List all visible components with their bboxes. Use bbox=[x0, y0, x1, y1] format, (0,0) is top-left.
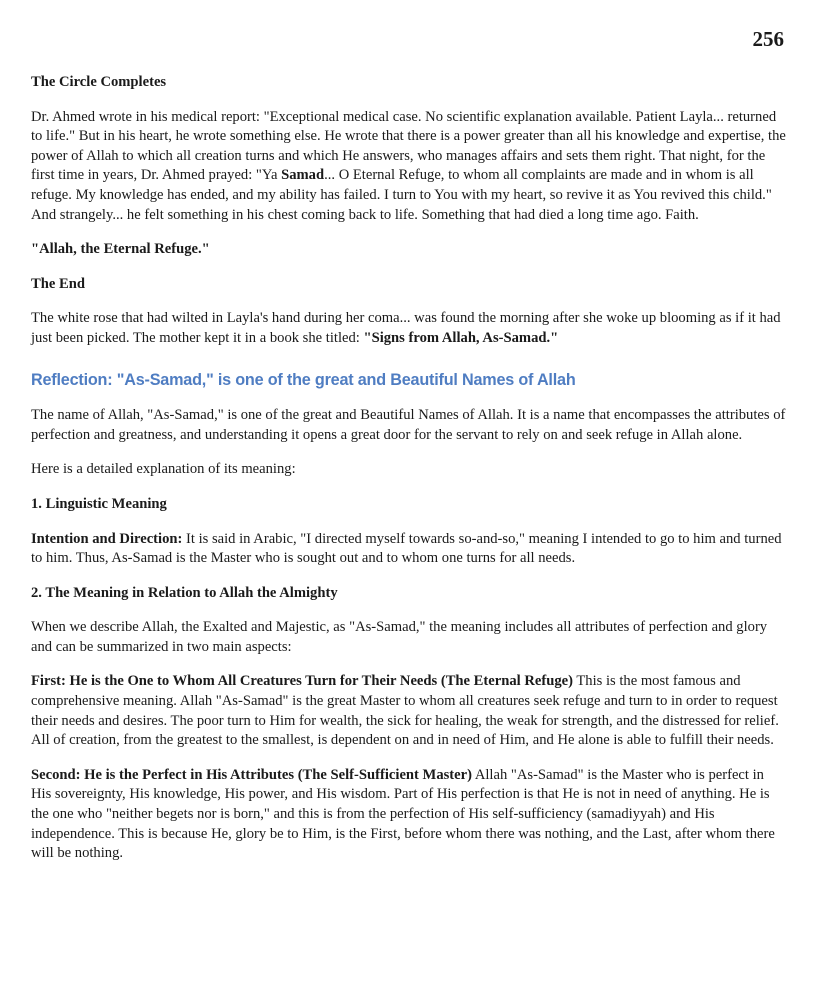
quote-heading: "Allah, the Eternal Refuge." bbox=[31, 241, 210, 258]
bold-text: Second: He is the Perfect in His Attributes (The Self-Sufficient Master) bbox=[31, 766, 472, 783]
page-content bbox=[31, 73, 787, 879]
text: This is the most famous and comprehensive meaning. Allah "As-Samad" is the great Master to whom all creatures seek refuge and turn to in order to request their needs and desires. The poor turn to Him for wealth, the sick for healing, the weak for strength, and the distressed for relief. All of creation, from the greatest to the smallest, is dependent on and in need of Him, and He alone is able to fulfill their needs. bbox=[31, 673, 779, 749]
section-heading-circle: The Circle Completes bbox=[31, 74, 167, 90]
page-number: 256 bbox=[752, 27, 784, 51]
bold-text: "Signs from Allah, As-Samad." bbox=[363, 329, 559, 346]
text: It is said in Arabic, "I directed myself towards so-and-so," meaning I intended to go to him and turned to him. Thus, As-Samad is the Master who is sought out and to whom one turns for all needs. bbox=[31, 530, 782, 567]
text: Dr. Ahmed wrote in his medical report: "Exceptional medical case. No scientific explanation available. Patient Layla... returned to life." But in his heart, he wrote something else. He wrote that there is a power greater than all his knowledge and expertise, the power of Allah to which all creation turns and which He answers, who manages affairs and sets them right. That night, for the first time in years, Dr. Ahmed prayed: "Ya bbox=[31, 108, 786, 184]
bold-text: Intention and Direction: bbox=[31, 530, 183, 547]
heading-linguistic: 1. Linguistic Meaning bbox=[31, 495, 167, 512]
text: Allah "As-Samad" is the Master who is perfect in His sovereignty, His knowledge, His power, and His wisdom. Part of His perfection is that He is not in need of anything. He is the one who "neither begets nor is born," and this is from the perfection of His self-sufficiency (samadiyyah) and His independence. This is because He, glory be to Him, is the First, before whom there was nothing, and the Last, after whom there will be nothing. bbox=[31, 766, 775, 862]
paragraph-report bbox=[31, 108, 787, 226]
paragraph-second-aspect bbox=[31, 766, 787, 864]
paragraph-name-intro: The name of Allah, "As-Samad," is one of the great and Beautiful Names of Allah. It is a name that encompasses the attributes of perfection and greatness, and understanding it opens a great door for the servant to rely on and seek refuge in Allah alone. bbox=[31, 407, 786, 443]
paragraph-rose bbox=[31, 309, 787, 348]
paragraph-meaning-intro: When we describe Allah, the Exalted and Majestic, as "As-Samad," the meaning includes all attributes of perfection and glory and can be summarized in two main aspects: bbox=[31, 619, 768, 655]
text: ... O Eternal Refuge, to whom all complaints are made and in whom is all refuge. My knowledge has ended, and my ability has failed. I turn to You with my heart, so revive it as You revived this child." And strangely... he felt something in his chest coming back to life. Something that had died a long time ago. Faith. bbox=[31, 167, 772, 223]
the-end-heading: The End bbox=[31, 275, 85, 292]
paragraph-first-aspect bbox=[31, 672, 787, 750]
paragraph-linguistic bbox=[31, 530, 787, 569]
paragraph-explanation-intro: Here is a detailed explanation of its meaning: bbox=[31, 461, 296, 478]
reflection-heading: Reflection: "As-Samad," is one of the great and Beautiful Names of Allah bbox=[31, 370, 576, 389]
bold-text: First: He is the One to Whom All Creatures Turn for Their Needs (The Eternal Refuge) bbox=[31, 673, 573, 690]
heading-meaning: 2. The Meaning in Relation to Allah the Almighty bbox=[31, 584, 338, 601]
bold-text: Samad bbox=[281, 167, 325, 184]
text: The white rose that had wilted in Layla's hand during her coma... was found the morning after she woke up blooming as if it had just been picked. The mother kept it in a book she titled: bbox=[31, 310, 781, 346]
